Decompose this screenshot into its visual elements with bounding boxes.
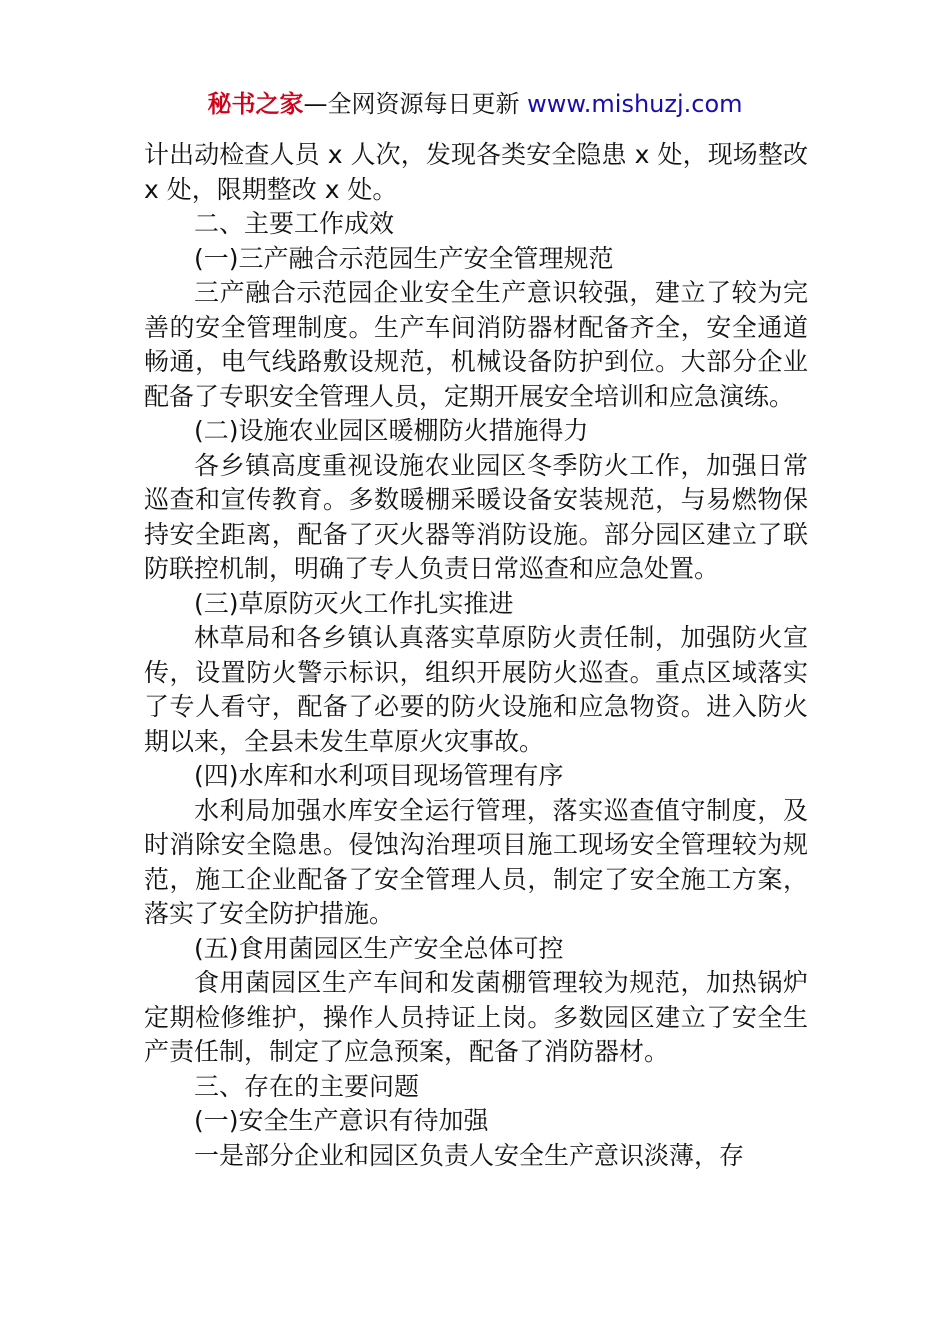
- paragraph: [144, 759, 808, 794]
- text-line: 全生产责任制，制定了应急预案，配备了消防器材。: [144, 1002, 808, 1066]
- paragraph: [144, 587, 808, 622]
- paragraph: [144, 276, 808, 414]
- text-line: 水利局加强水库安全运行管理，落实巡查值守制度，: [194, 795, 783, 825]
- text-line: 计出动检查人员 x 人次，发现各类安全隐患 x 处，现场整改: [144, 140, 808, 169]
- site-url-link[interactable]: www.mishuzj.com: [527, 90, 743, 118]
- text-line: 林草局和各乡镇认真落实草原防火责任制，加强防火: [194, 623, 783, 652]
- paragraph: [144, 449, 808, 587]
- text-line: 常巡查和宣传教育。多数暖棚采暖设备安装规范，与易燃: [144, 450, 808, 514]
- text-line: 急演练。: [694, 381, 795, 411]
- text-line: (二)设施农业园区暖棚防火措施得力: [194, 416, 589, 445]
- text-line: 及时消除安全隐患。侵蚀沟治理项目施工现场安全管理较: [144, 795, 808, 859]
- text-line: 炉定期检修维护，操作人员持证上岗。多数园区建立了安: [144, 968, 808, 1032]
- paragraph: [144, 138, 808, 207]
- text-line: 三、存在的主要问题: [194, 1071, 420, 1101]
- header-tagline: 全网资源每日更新: [327, 90, 520, 118]
- paragraph: [144, 207, 808, 242]
- text-line: 为规范，施工企业配备了安全管理人员，制定了安全施工: [144, 830, 808, 894]
- text-line: 各乡镇高度重视设施农业园区冬季防火工作，加强日: [194, 450, 783, 480]
- text-line: x 处，限期整改 x 处。: [144, 174, 398, 204]
- paragraph: [144, 794, 808, 932]
- paragraph: [144, 966, 808, 1070]
- text-line: (一)安全生产意识有待加强: [194, 1106, 489, 1135]
- text-line: (三)草原防灭火工作扎实推进: [194, 588, 514, 618]
- site-brand: 秘书之家: [207, 90, 304, 118]
- text-line: 食用菌园区生产车间和发菌棚管理较为规范，加热锅: [194, 968, 783, 997]
- page-header: [0, 86, 950, 122]
- paragraph: [144, 414, 808, 449]
- text-line: 入防火期以来，全县未发生草原火灾事故。: [144, 692, 808, 756]
- text-line: 一是部分企业和园区负责人安全生产意识淡薄，存: [194, 1140, 745, 1170]
- text-line: 二、主要工作成效: [194, 209, 395, 238]
- text-line: (一)三产融合示范园生产安全管理规范: [194, 243, 614, 273]
- text-line: 三产融合示范园企业安全生产意识较强，建立了较为: [194, 278, 783, 307]
- header-separator: —: [303, 90, 328, 118]
- text-line: 通道畅通，电气线路敷设规范，机械设备防护到位。大部: [144, 312, 808, 376]
- text-line: 落实了专人看守，配备了必要的防火设施和应急物资。进: [144, 657, 808, 721]
- text-line: 物保持安全距离，配备了灭火器等消防设施。部分园区建: [144, 485, 808, 549]
- text-line: 立了联防联控机制，明确了专人负责日常巡查和应急处置。: [144, 519, 808, 583]
- text-line: 完善的安全管理制度。生产车间消防器材配备齐全，安全: [144, 278, 808, 342]
- paragraph: [144, 1070, 808, 1105]
- paragraph: [144, 1104, 808, 1139]
- paragraph: [144, 621, 808, 759]
- text-line: 方案，落实了安全防护措施。: [144, 864, 808, 928]
- document-body: [144, 138, 808, 1173]
- paragraph: [144, 1139, 808, 1174]
- paragraph: [144, 932, 808, 967]
- text-line: (五)食用菌园区生产安全总体可控: [194, 933, 564, 963]
- text-line: (四)水库和水利项目现场管理有序: [194, 761, 564, 790]
- text-line: 分企业配备了专职安全管理人员，定期开展安全培训和应: [144, 347, 808, 411]
- text-line: 宣传，设置防火警示标识，组织开展防火巡查。重点区域: [144, 623, 808, 687]
- paragraph: [144, 242, 808, 277]
